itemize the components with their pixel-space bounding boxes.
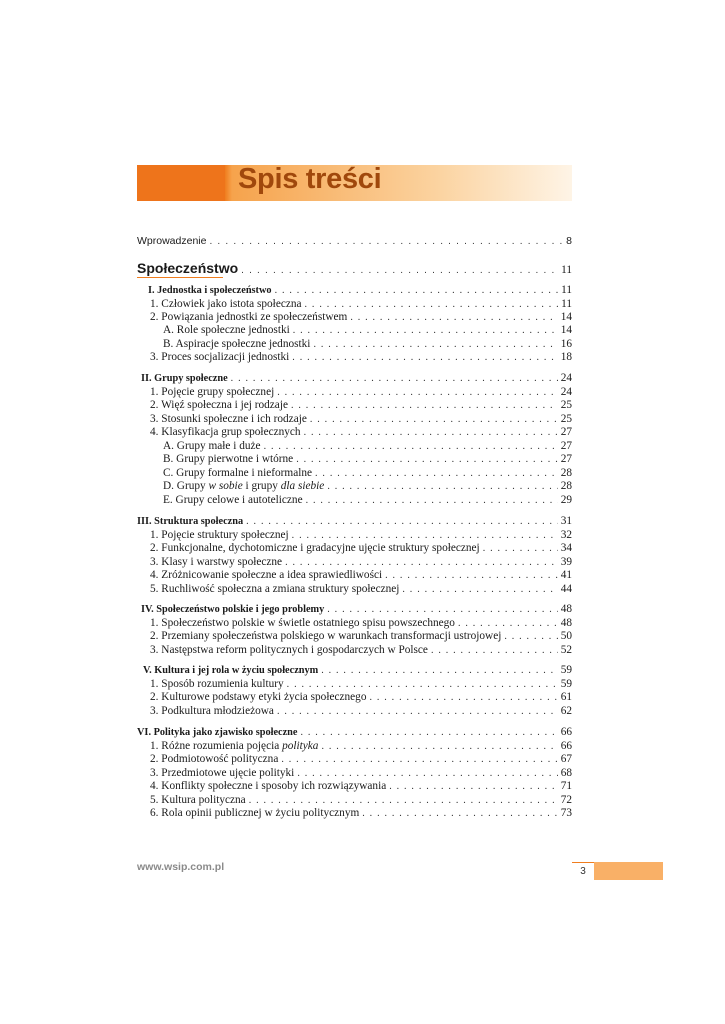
toc-entry-page: 73	[560, 807, 572, 819]
page-tab-line	[572, 862, 594, 863]
toc-entry-page: 48	[560, 617, 572, 629]
toc-entry-page: 8	[566, 235, 572, 247]
leader-dots	[321, 740, 557, 753]
toc-entry[interactable]	[150, 753, 572, 766]
toc-entry-label: 3. Przedmiotowe ujęcie polityki	[150, 767, 295, 779]
toc-entry-page: 27	[560, 426, 572, 438]
leader-dots	[431, 644, 558, 657]
leader-dots	[241, 264, 558, 277]
toc-entry-page: 48	[560, 603, 572, 615]
toc-entry-page: 14	[560, 311, 572, 323]
toc-entry[interactable]	[163, 338, 572, 351]
toc-entry-label: B. Aspiracje społeczne jednostki	[163, 338, 311, 350]
toc-entry-page: 67	[560, 753, 572, 765]
leader-dots	[231, 372, 558, 385]
toc-entry-label: 3. Klasy i warstwy społeczne	[150, 556, 283, 568]
leader-dots	[281, 753, 557, 766]
leader-dots	[249, 794, 558, 807]
toc-entry-label: 1. Pojęcie grupy społecznej	[150, 386, 275, 398]
leader-dots	[385, 569, 558, 582]
toc-entry[interactable]	[163, 453, 572, 466]
page-title: Spis treści	[238, 163, 382, 195]
toc-entry-label: I. Jednostka i społeczeństwo	[148, 285, 272, 296]
toc-entry[interactable]	[150, 399, 572, 412]
toc-entry[interactable]	[150, 767, 572, 780]
toc-entry-label: A. Grupy małe i duże	[163, 440, 261, 452]
toc-entry-page: 18	[560, 351, 572, 363]
toc-entry-label: II. Grupy społeczne	[141, 373, 228, 384]
toc-entry-page: 11	[561, 284, 572, 296]
toc-entry-label: 3. Podkultura młodzieżowa	[150, 705, 274, 717]
toc-entry-page: 41	[560, 569, 572, 581]
toc-chapter-6[interactable]	[137, 726, 572, 739]
toc-part-label: Społeczeństwo	[137, 260, 239, 276]
leader-dots	[297, 767, 557, 780]
toc-entry-label: 2. Więź społeczna i jej rodzaje	[150, 399, 288, 411]
leader-dots	[277, 705, 558, 718]
leader-dots	[306, 494, 558, 507]
part-underline	[137, 277, 223, 278]
leader-dots	[287, 678, 558, 691]
toc-entry-page: 25	[560, 413, 572, 425]
leader-dots	[315, 467, 558, 480]
toc-chapter-3[interactable]	[137, 515, 572, 528]
leader-dots	[402, 583, 557, 596]
leader-dots	[321, 664, 557, 677]
leader-dots	[389, 780, 557, 793]
toc-entry[interactable]	[163, 440, 572, 453]
toc-entry-label: 2. Kulturowe podstawy etyki życia społecznego	[150, 691, 367, 703]
leader-dots	[277, 386, 557, 399]
toc-entry[interactable]	[163, 480, 572, 493]
toc-entry-label: 1. Sposób rozumienia kultury	[150, 678, 284, 690]
toc-entry[interactable]	[150, 630, 572, 643]
toc-entry[interactable]	[150, 529, 572, 542]
toc-entry-page: 62	[560, 705, 572, 717]
toc-entry-page: 52	[560, 644, 572, 656]
leader-dots	[504, 630, 557, 643]
toc-entry-page: 31	[560, 515, 572, 527]
toc-entry[interactable]	[150, 691, 572, 704]
toc-entry-page: 29	[560, 494, 572, 506]
toc-entry-page: 34	[560, 542, 572, 554]
toc-chapter-1[interactable]	[148, 284, 572, 297]
toc-entry[interactable]	[150, 583, 572, 596]
toc-entry-label: 2. Powiązania jednostki ze społeczeństwem	[150, 311, 348, 323]
leader-dots	[313, 338, 557, 351]
toc-entry-label: IV. Społeczeństwo polskie i jego problemy	[141, 604, 325, 615]
toc-entry-wprowadzenie[interactable]	[137, 235, 572, 248]
leader-dots	[300, 726, 557, 739]
toc-entry[interactable]	[150, 617, 572, 630]
toc-entry-page: 59	[560, 664, 572, 676]
leader-dots	[292, 351, 557, 364]
toc-entry-page: 59	[560, 678, 572, 690]
toc-entry[interactable]	[150, 542, 572, 555]
toc-entry-label: 4. Klasyfikacja grup społecznych	[150, 426, 301, 438]
leader-dots	[246, 515, 558, 528]
toc-entry-page: 44	[560, 583, 572, 595]
toc-entry[interactable]	[163, 324, 572, 337]
toc-entry[interactable]	[150, 705, 572, 718]
leader-dots	[305, 298, 559, 311]
toc-entry-label: 6. Rola opinii publicznej w życiu politycznym	[150, 807, 360, 819]
leader-dots	[483, 542, 558, 555]
toc-entry-label: 4. Zróżnicowanie społeczne a idea sprawiedliwości	[150, 569, 383, 581]
publisher-url[interactable]: www.wsip.com.pl	[137, 861, 225, 873]
leader-dots	[292, 529, 558, 542]
toc-entry-page: 28	[560, 480, 572, 492]
toc-entry-label: E. Grupy celowe i autoteliczne	[163, 494, 303, 506]
leader-dots	[327, 603, 557, 616]
toc-entry-label: 1. Społeczeństwo polskie w świetle ostatniego spisu powszechnego	[150, 617, 455, 629]
toc-entry-label: D. Grupy w sobie i grupy dla siebie	[163, 480, 325, 492]
toc-entry-label: V. Kultura i jej rola w życiu społecznym	[143, 665, 319, 676]
toc-entry-label: B. Grupy pierwotne i wtórne	[163, 453, 294, 465]
toc-entry-page: 61	[560, 691, 572, 703]
leader-dots	[296, 453, 558, 466]
toc-entry-page: 25	[560, 399, 572, 411]
toc-chapter-4[interactable]	[141, 603, 572, 616]
toc-entry-page: 32	[560, 529, 572, 541]
toc-entry[interactable]	[150, 556, 572, 569]
leader-dots	[264, 440, 558, 453]
toc-entry-label: 5. Ruchliwość społeczna a zmiana struktury społecznej	[150, 583, 400, 595]
leader-dots	[327, 480, 557, 493]
toc-part-spoleczenstwo[interactable]	[137, 262, 572, 277]
toc-entry[interactable]	[150, 298, 572, 311]
toc-entry-page: 16	[560, 338, 572, 350]
toc-entry[interactable]	[150, 351, 572, 364]
toc-entry-label: VI. Polityka jako zjawisko społeczne	[137, 727, 298, 738]
toc-entry-page: 66	[560, 726, 572, 738]
leader-dots	[293, 324, 558, 337]
toc-entry-page: 24	[560, 386, 572, 398]
toc-entry[interactable]	[150, 678, 572, 691]
toc-entry[interactable]	[150, 644, 572, 657]
toc-chapter-2[interactable]	[141, 372, 572, 385]
toc-entry-page: 50	[560, 630, 572, 642]
toc-entry-page: 39	[560, 556, 572, 568]
toc-entry-label: A. Role społeczne jednostki	[163, 324, 290, 336]
toc-entry-page: 14	[560, 324, 572, 336]
toc-entry[interactable]	[150, 569, 572, 582]
toc-entry-page: 71	[560, 780, 572, 792]
leader-dots	[362, 807, 557, 820]
toc-entry[interactable]	[150, 780, 572, 793]
toc-entry-page: 11	[561, 298, 572, 310]
toc-entry-label: III. Struktura społeczna	[137, 516, 244, 527]
toc-entry-page: 11	[561, 264, 572, 276]
toc-entry-page: 68	[560, 767, 572, 779]
leader-dots	[369, 691, 557, 704]
toc-entry-page: 27	[560, 453, 572, 465]
toc-entry-label: 5. Kultura polityczna	[150, 794, 246, 806]
leader-dots	[304, 426, 558, 439]
toc-entry[interactable]	[150, 740, 572, 753]
leader-dots	[458, 617, 558, 630]
toc-entry-label: 3. Następstwa reform politycznych i gospodarczych w Polsce	[150, 644, 428, 656]
leader-dots	[350, 311, 557, 324]
toc-entry[interactable]	[163, 494, 572, 507]
toc-entry-label: 1. Pojęcie struktury społecznej	[150, 529, 289, 541]
toc-entry-label: 1. Człowiek jako istota społeczna	[150, 298, 302, 310]
toc-entry-page: 24	[560, 372, 572, 384]
toc-entry-label: 3. Stosunki społeczne i ich rodzaje	[150, 413, 307, 425]
toc-entry[interactable]	[150, 426, 572, 439]
toc-entry-label: 1. Różne rozumienia pojęcia polityka	[150, 740, 319, 752]
page-number: 3	[580, 866, 586, 877]
toc-entry-label: 4. Konflikty społeczne i sposoby ich rozwiązywania	[150, 780, 387, 792]
toc-entry-label: 2. Funkcjonalne, dychotomiczne i gradacyjne ujęcie struktury społecznej	[150, 542, 480, 554]
toc-entry[interactable]	[163, 467, 572, 480]
toc-entry[interactable]	[150, 794, 572, 807]
toc-entry-label: 2. Podmiotowość polityczna	[150, 753, 279, 765]
toc-entry-page: 66	[560, 740, 572, 752]
toc-entry-label: 2. Przemiany społeczeństwa polskiego w warunkach transformacji ustrojowej	[150, 630, 502, 642]
leader-dots	[285, 556, 558, 569]
toc-entry-label: Wprowadzenie	[137, 235, 207, 247]
leader-dots	[291, 399, 558, 412]
leader-dots	[275, 284, 559, 297]
toc-entry[interactable]	[150, 807, 572, 820]
toc-entry[interactable]	[150, 311, 572, 324]
toc-entry-page: 28	[560, 467, 572, 479]
leader-dots	[209, 235, 563, 248]
toc-entry-page: 72	[560, 794, 572, 806]
toc-entry[interactable]	[150, 413, 572, 426]
toc-entry-label: C. Grupy formalne i nieformalne	[163, 467, 313, 479]
toc-entry[interactable]	[150, 386, 572, 399]
toc-entry-page: 27	[560, 440, 572, 452]
toc-chapter-5[interactable]	[143, 664, 572, 677]
leader-dots	[310, 413, 558, 426]
toc-entry-label: 3. Proces socjalizacji jednostki	[150, 351, 290, 363]
